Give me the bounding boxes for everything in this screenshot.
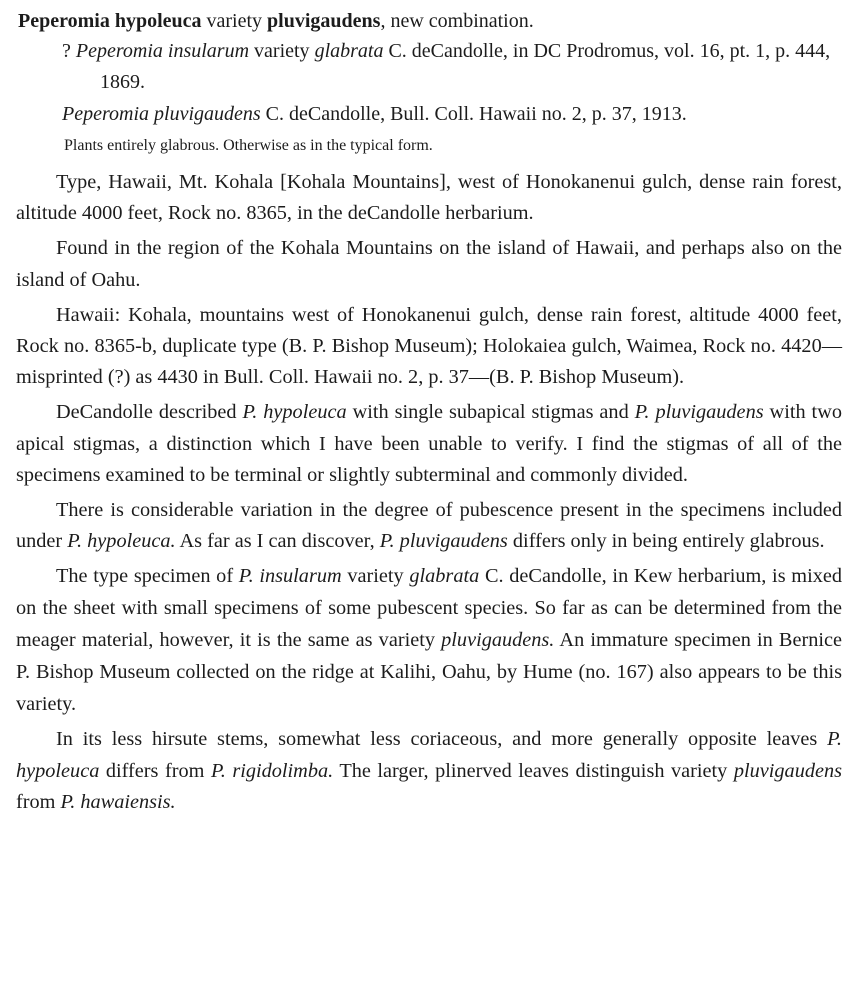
synonym-1-name: Peperomia insularum: [75, 40, 250, 62]
taxon-epithet: pluvigaudens: [267, 10, 381, 32]
synonym-1-middle: variety: [249, 40, 315, 62]
text-run: The larger, plinerved leaves distinguish variety: [333, 759, 734, 782]
text-run: In its less hirsute stems, somewhat less coriaceous, and more generally opposite leaves: [56, 728, 828, 751]
taxon-ref: P. hypoleuca.: [67, 530, 176, 553]
taxon-ref: P. hawaiensis.: [60, 790, 176, 813]
text-run: An immature specimen in Bernice P. Bishop Museum collected on the ridge at Kalihi, Oahu, by Hume (no. 167) also appears to be this variety.: [16, 629, 842, 715]
specimens-paragraph: Hawaii: Kohala, mountains west of Honokanenui gulch, dense rain forest, altitude 4000 feet, Rock no. 8365-b, duplicate type (B. P. Bishop Museum); Holokaiea gulch, Waimea, Rock no. 4420—misprinted (?) as 4430 in Bull. Coll. Hawaii no. 2, p. 37—(B. P. Bishop Museum).: [16, 303, 842, 389]
taxon-ref: pluvigaudens.: [441, 629, 555, 652]
distribution-paragraph: Found in the region of the Kohala Mountains on the island of Hawaii, and perhaps also on the island of Oahu.: [16, 237, 842, 291]
taxon-ref: pluvigaudens: [733, 759, 843, 782]
taxon-ref: P. rigidolimba.: [210, 759, 334, 782]
taxon-heading: [18, 6, 842, 36]
taxon-name: Peperomia hypoleuca: [18, 10, 202, 32]
taxon-ref: P. insularum: [238, 565, 342, 588]
taxon-ref: P. hypoleuca: [242, 401, 347, 424]
taxon-rank: variety: [206, 10, 263, 32]
type-specimen-paragraph: [16, 561, 842, 720]
text-run: with single subapical stigmas and: [346, 401, 635, 424]
text-run: differs from: [99, 759, 211, 782]
text-run: As far as I can discover,: [175, 530, 380, 553]
diagnosis-note: Plants entirely glabrous. Otherwise as in the typical form.: [64, 137, 433, 154]
text-run: There is considerable variation in the degree of pubescence present in the specimens included under: [16, 499, 842, 553]
stigma-paragraph: [16, 397, 842, 491]
synonym-1: [62, 36, 842, 98]
taxon-ref: P. pluvigaudens: [634, 401, 764, 424]
comparison-paragraph: [16, 724, 842, 818]
text-run: differs only in being entirely glabrous.: [507, 530, 825, 553]
synonym-1-prefix: ?: [62, 40, 76, 62]
type-paragraph: Type, Hawaii, Mt. Kohala [Kohala Mountains], west of Honokanenui gulch, dense rain forest, altitude 4000 feet, Rock no. 8365, in the deCandolle herbarium.: [16, 171, 842, 225]
synonym-1-citation: C. deCandolle, in DC Prodromus, vol. 16, pt. 1, p. 444, 1869.: [100, 40, 831, 93]
text-run: variety: [341, 565, 410, 588]
taxon-ref: glabrata: [409, 565, 480, 588]
synonym-2-name: Peperomia pluvigaudens: [62, 103, 261, 125]
text-run: The type specimen of: [56, 565, 239, 588]
taxon-status: , new combination.: [380, 10, 534, 32]
synonym-2-citation: C. deCandolle, Bull. Coll. Hawaii no. 2, p. 37, 1913.: [260, 103, 687, 125]
pubescence-paragraph: [16, 495, 842, 557]
text-run: C. deCandolle, in Kew herbarium, is mixed on the sheet with small specimens of some pubescent species. So far as can be determined from the meager material, however, it is the same as variety: [16, 565, 842, 652]
taxon-ref: P. pluvigaudens: [379, 530, 508, 553]
text-run: DeCandolle described: [56, 401, 243, 424]
synonym-2: [62, 99, 842, 130]
text-run: with two apical stigmas, a distinction which I have been unable to verify. I find the stigmas of all of the specimens examined to be terminal or slightly subterminal and commonly divided.: [16, 401, 842, 486]
text-run: from: [16, 790, 61, 813]
taxon-ref: P. hypoleuca: [16, 728, 842, 782]
synonym-1-variety: glabrata: [314, 40, 384, 62]
